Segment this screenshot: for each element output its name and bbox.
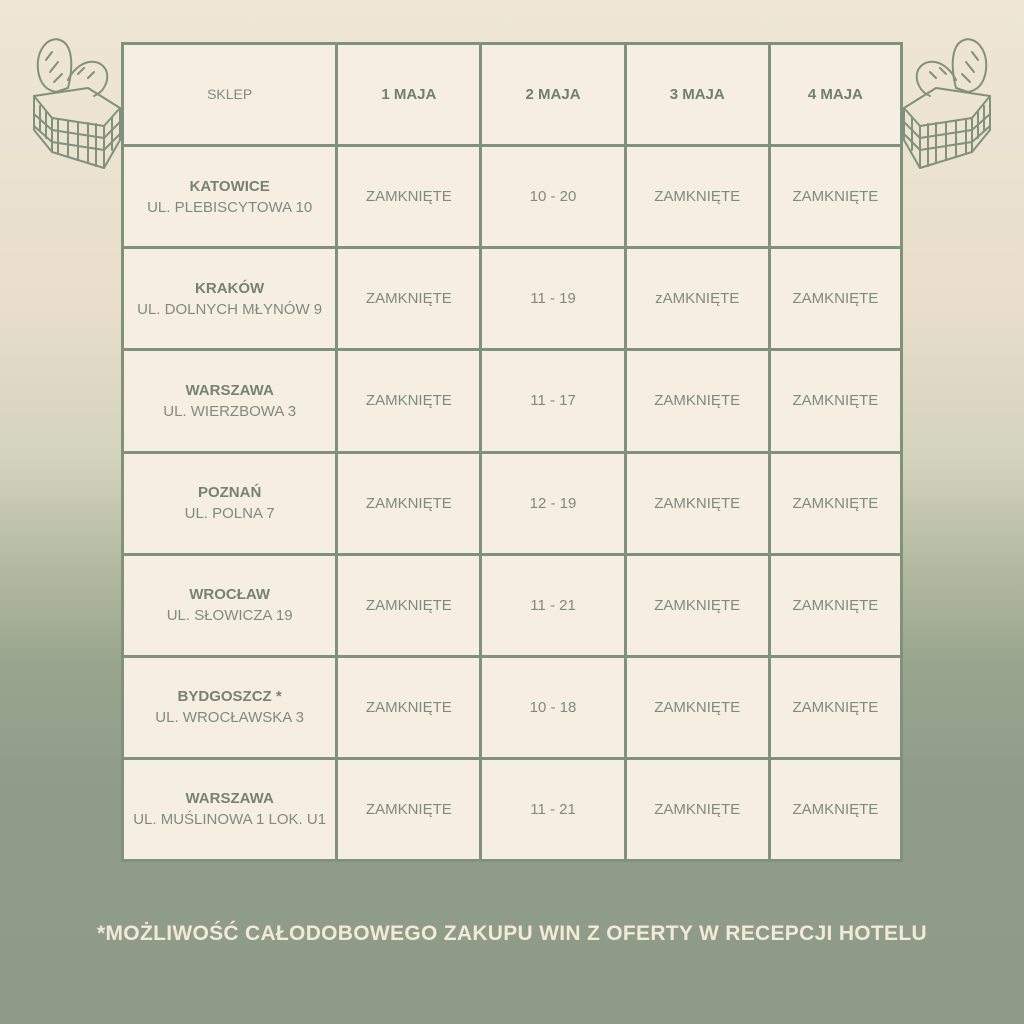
table-row [123, 452, 902, 554]
store-address: UL. WIERZBOWA 3 [163, 402, 297, 420]
hours-day-3: ZAMKNIĘTE [625, 758, 769, 860]
header-store: SKLEP [123, 44, 337, 146]
store-cell [123, 350, 337, 452]
store-city: WARSZAWA [185, 381, 274, 399]
store-city: KATOWICE [189, 177, 270, 195]
bread-basket-icon [896, 30, 996, 180]
store-cell [123, 656, 337, 758]
hours-day-2: 11 - 21 [481, 554, 625, 656]
hours-day-1: ZAMKNIĘTE [337, 248, 481, 350]
hours-day-1: ZAMKNIĘTE [337, 758, 481, 860]
store-address: UL. PLEBISCYTOWA 10 [147, 198, 313, 216]
hours-day-3: zAMKNIĘTE [625, 248, 769, 350]
store-cell [123, 758, 337, 860]
store-city: WARSZAWA [185, 790, 274, 808]
hours-day-2: 10 - 20 [481, 146, 625, 248]
header-day-2: 2 MAJA [481, 44, 625, 146]
hours-day-1: ZAMKNIĘTE [337, 452, 481, 554]
table-row [123, 758, 902, 860]
hours-day-4: ZAMKNIĘTE [769, 452, 901, 554]
hours-day-1: ZAMKNIĘTE [337, 656, 481, 758]
table-row [123, 554, 902, 656]
store-city: BYDGOSZCZ * [177, 688, 282, 706]
store-cell [123, 452, 337, 554]
hours-day-2: 11 - 17 [481, 350, 625, 452]
store-address: UL. DOLNYCH MŁYNÓW 9 [137, 300, 323, 318]
hours-day-1: ZAMKNIĘTE [337, 146, 481, 248]
store-address: UL. POLNA 7 [184, 505, 275, 523]
table-row [123, 248, 902, 350]
table-row [123, 656, 902, 758]
hours-day-2: 11 - 21 [481, 758, 625, 860]
header-day-1: 1 MAJA [337, 44, 481, 146]
hours-day-3: ZAMKNIĘTE [625, 554, 769, 656]
table-row [123, 350, 902, 452]
hours-day-4: ZAMKNIĘTE [769, 248, 901, 350]
store-city: POZNAŃ [197, 484, 262, 502]
hours-day-2: 10 - 18 [481, 656, 625, 758]
store-cell [123, 248, 337, 350]
hours-day-3: ZAMKNIĘTE [625, 350, 769, 452]
store-address: UL. WROCŁAWSKA 3 [155, 709, 304, 727]
store-city: WROCŁAW [189, 586, 271, 604]
hours-day-4: ZAMKNIĘTE [769, 758, 901, 860]
bread-basket-icon [28, 30, 128, 180]
hours-day-3: ZAMKNIĘTE [625, 656, 769, 758]
hours-day-4: ZAMKNIĘTE [769, 656, 901, 758]
store-cell [123, 554, 337, 656]
hours-day-4: ZAMKNIĘTE [769, 554, 901, 656]
opening-hours-table [121, 42, 903, 862]
hours-day-2: 11 - 19 [481, 248, 625, 350]
header-day-3: 3 MAJA [625, 44, 769, 146]
hours-day-1: ZAMKNIĘTE [337, 350, 481, 452]
hours-day-3: ZAMKNIĘTE [625, 146, 769, 248]
store-cell [123, 146, 337, 248]
table-row [123, 146, 902, 248]
hours-day-4: ZAMKNIĘTE [769, 350, 901, 452]
hours-day-4: ZAMKNIĘTE [769, 146, 901, 248]
store-address: UL. MUŚLINOWA 1 LOK. U1 [133, 811, 327, 829]
header-day-4: 4 MAJA [769, 44, 901, 146]
store-city: KRAKÓW [195, 279, 265, 297]
store-address: UL. SŁOWICZA 19 [166, 607, 293, 625]
footnote: *MOŻLIWOŚĆ CAŁODOBOWEGO ZAKUPU WIN Z OFERTY W RECEPCJI HOTELU [97, 922, 927, 945]
table-header-row [123, 44, 902, 146]
hours-day-1: ZAMKNIĘTE [337, 554, 481, 656]
hours-day-2: 12 - 19 [481, 452, 625, 554]
hours-day-3: ZAMKNIĘTE [625, 452, 769, 554]
